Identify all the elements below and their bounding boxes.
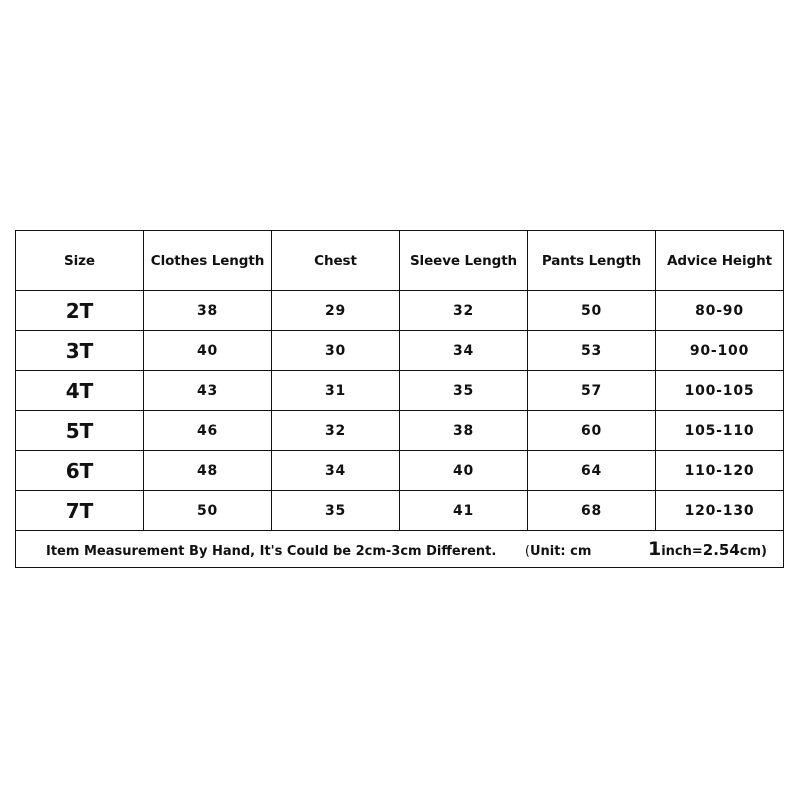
sleeve-length-cell: 34 bbox=[400, 331, 528, 371]
chest-cell: 32 bbox=[272, 411, 400, 451]
header-advice-height: Advice Height bbox=[656, 231, 784, 291]
header-clothes-length: Clothes Length bbox=[144, 231, 272, 291]
table-row bbox=[16, 491, 784, 531]
chest-cell: 29 bbox=[272, 291, 400, 331]
table-row bbox=[16, 411, 784, 451]
measurement-note: Item Measurement By Hand, It's Could be 2cm-3cm Different. bbox=[46, 544, 497, 559]
advice-height-cell: 100-105 bbox=[656, 371, 784, 411]
conversion-one: 1 bbox=[647, 538, 662, 560]
clothes-length-cell: 50 bbox=[144, 491, 272, 531]
advice-height-cell: 120-130 bbox=[656, 491, 784, 531]
table-row bbox=[16, 451, 784, 491]
chest-cell: 34 bbox=[272, 451, 400, 491]
inch-conversion bbox=[647, 538, 767, 560]
clothes-length-cell: 46 bbox=[144, 411, 272, 451]
table-row bbox=[16, 331, 784, 371]
footer-row bbox=[16, 531, 784, 568]
clothes-length-cell: 43 bbox=[144, 371, 272, 411]
header-row bbox=[16, 231, 784, 291]
table-row bbox=[16, 291, 784, 331]
size-cell: 6T bbox=[16, 451, 144, 491]
sleeve-length-cell: 38 bbox=[400, 411, 528, 451]
size-cell: 3T bbox=[16, 331, 144, 371]
sleeve-length-cell: 35 bbox=[400, 371, 528, 411]
pants-length-cell: 53 bbox=[528, 331, 656, 371]
pants-length-cell: 64 bbox=[528, 451, 656, 491]
size-cell: 7T bbox=[16, 491, 144, 531]
size-chart-table bbox=[15, 230, 784, 568]
size-cell: 4T bbox=[16, 371, 144, 411]
pants-length-cell: 60 bbox=[528, 411, 656, 451]
unit-open-paren: ( bbox=[524, 544, 530, 559]
clothes-length-cell: 38 bbox=[144, 291, 272, 331]
conversion-value: 2.54 bbox=[702, 541, 740, 559]
advice-height-cell: 90-100 bbox=[656, 331, 784, 371]
pants-length-cell: 57 bbox=[528, 371, 656, 411]
sleeve-length-cell: 40 bbox=[400, 451, 528, 491]
pants-length-cell: 50 bbox=[528, 291, 656, 331]
chest-cell: 35 bbox=[272, 491, 400, 531]
clothes-length-cell: 48 bbox=[144, 451, 272, 491]
table-row bbox=[16, 371, 784, 411]
sleeve-length-cell: 41 bbox=[400, 491, 528, 531]
clothes-length-cell: 40 bbox=[144, 331, 272, 371]
footer-cell bbox=[16, 531, 784, 568]
sleeve-length-cell: 32 bbox=[400, 291, 528, 331]
conversion-cm-label: cm) bbox=[739, 544, 767, 559]
pants-length-cell: 68 bbox=[528, 491, 656, 531]
unit-note bbox=[525, 544, 592, 559]
footer-content bbox=[16, 538, 767, 560]
unit-label: Unit: cm bbox=[529, 544, 592, 559]
chest-cell: 30 bbox=[272, 331, 400, 371]
conversion-inch-label: inch= bbox=[661, 544, 703, 559]
size-cell: 2T bbox=[16, 291, 144, 331]
advice-height-cell: 105-110 bbox=[656, 411, 784, 451]
advice-height-cell: 110-120 bbox=[656, 451, 784, 491]
header-pants-length: Pants Length bbox=[528, 231, 656, 291]
advice-height-cell: 80-90 bbox=[656, 291, 784, 331]
header-size: Size bbox=[16, 231, 144, 291]
chest-cell: 31 bbox=[272, 371, 400, 411]
header-chest: Chest bbox=[272, 231, 400, 291]
size-cell: 5T bbox=[16, 411, 144, 451]
header-sleeve-length: Sleeve Length bbox=[400, 231, 528, 291]
